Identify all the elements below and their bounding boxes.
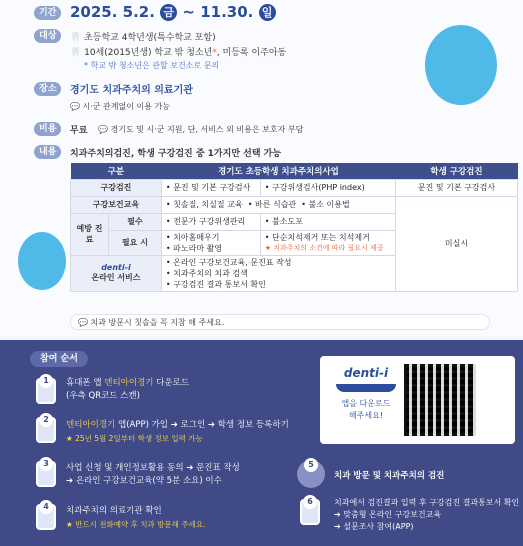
step-text: 다운로드: [153, 378, 190, 388]
step-text: 치과주치의 의료기관 확인: [66, 506, 162, 516]
period-start: 2025. 5.2.: [70, 3, 155, 21]
table-header-row: [71, 163, 518, 179]
table-cell: [260, 230, 395, 255]
period-end: ~ 11.30.: [182, 3, 254, 21]
step-number: 2: [39, 413, 53, 427]
table-cell-na: 미실시: [396, 196, 518, 291]
chat-icon: 💬: [78, 318, 88, 327]
step-4: [66, 505, 205, 532]
target-label: 대상: [34, 29, 61, 43]
step-text: 사업 신청 및 개인정보활용 동의 ➔ 문진표 작성: [66, 463, 240, 473]
cost-label: 비용: [34, 122, 61, 136]
cost-sub-text: 경기도 및 시·군 지원, 단, 서비스 외 비용은 보호자 부담: [110, 125, 304, 134]
step-number: 4: [39, 500, 53, 514]
qr-code-pattern: [404, 364, 476, 436]
step-highlight: 덴티아이경기: [66, 420, 116, 430]
target-line-2: [70, 45, 286, 58]
place-value: 경기도 치과주치의 의료기관: [70, 85, 193, 96]
step-text: 치과에서 검진결과 입력 후 구강검진 결과통보서 확인: [334, 498, 520, 507]
app-line-2: 해주세요!: [348, 411, 384, 420]
step-text: ➔ 설문조사 참여(APP): [334, 522, 414, 531]
visit-note-text: 치과 방문시 칫솔을 꼭 지참 해 주세요.: [90, 318, 225, 327]
row-label-text: 온라인 서비스: [91, 273, 141, 282]
step-text: 휴대폰 앱: [66, 378, 105, 388]
cell-item: • 단순치석제거 또는 치석제거: [265, 232, 391, 243]
service-table: [70, 163, 518, 292]
row-label: 필요 시: [109, 230, 162, 255]
cell-note: ★ 치과주치의 소견에 따라 필요시 제공: [264, 244, 384, 252]
target-text-2b: , 미등록 이주아동: [216, 48, 287, 58]
table-row: [71, 196, 518, 213]
place-label: 장소: [34, 82, 61, 96]
step-1: [66, 377, 189, 403]
cell-item: • 파노라마 촬영: [166, 243, 256, 254]
tooth-icon: 🦷: [70, 33, 82, 43]
cell-item: • 온라인 구강보건교육, 문진표 작성: [166, 257, 391, 268]
period-start-day: 금: [160, 4, 177, 21]
denti-i-logo: denti-i: [101, 263, 131, 272]
step-text: ➔ 맞춤형 온라인 구강보건교육: [334, 510, 442, 519]
target-line-1: [70, 30, 216, 43]
step-3: [66, 462, 240, 488]
place-sub: [70, 101, 170, 112]
target-star: *: [212, 48, 217, 58]
cost-value: 무료: [70, 126, 88, 136]
step-text: 앱(APP) 가입 ➔ 로그인 ➔ 학생 정보 등록하기: [115, 420, 289, 430]
content-value: 치과주치의검진, 학생 구강검진 중 1가지만 선택 가능: [70, 149, 282, 159]
row-label: [71, 255, 162, 291]
step-text: ➔ 온라인 구강보건교육(약 5분 소요) 이수: [66, 476, 222, 486]
table-cell: • 불소도포: [260, 213, 395, 230]
step-number: 1: [39, 374, 53, 388]
cell-item: • 치과주치의 치과 검색: [166, 268, 391, 279]
tooth-icon: 🦷: [70, 48, 82, 58]
step-2: [66, 419, 289, 446]
steps-title: 참여 순서: [30, 351, 88, 367]
table-cell: [161, 196, 395, 213]
step-note: ★ 25년 5월 2일부터 학생 정보 입력 가능: [66, 434, 203, 443]
table-cell: 문진 및 기본 구강검사: [396, 179, 518, 196]
cell-item: • 불소 이용법: [301, 200, 349, 209]
row-group-label: 예방 진료: [71, 213, 109, 255]
place-sub-text: 시·군 관계없이 이용 가능: [82, 102, 170, 111]
row-label: 필수: [109, 213, 162, 230]
step-note: ★ 반드시 전화예약 후 치과 방문해 주세요.: [66, 520, 206, 529]
cost-sub: [98, 124, 303, 135]
content-label: 내용: [34, 145, 61, 159]
table-header: 경기도 초등학생 치과주치의사업: [161, 163, 395, 179]
target-text-2a: 10세(2015년생) 학교 밖 청소년: [84, 48, 213, 58]
smile-icon: [336, 384, 396, 392]
step-text: (우측 QR코드 스캔): [66, 391, 140, 401]
row-label: 구강검진: [71, 179, 162, 196]
table-row: [71, 179, 518, 196]
cell-item: • 바른 식습관: [248, 200, 296, 209]
denti-i-logo: denti-i: [343, 366, 389, 380]
mascot-tooth-character-small: [18, 232, 66, 290]
table-cell: • 전문가 구강위생관리: [161, 213, 260, 230]
step-number: 3: [39, 457, 53, 471]
step-number: 5: [304, 458, 318, 472]
table-cell: • 구강위생검사(PHP index): [260, 179, 395, 196]
target-note: * 학교 밖 청소년은 관할 보건소로 문의: [84, 61, 220, 70]
visit-note: [78, 317, 224, 328]
table-cell: [161, 255, 395, 291]
step-highlight: 덴티아이경기: [104, 378, 154, 388]
app-download-text: [328, 398, 404, 422]
target-text-1: 초등학교 4학년생(특수학교 포함): [84, 33, 216, 43]
mascot-tooth-character: [425, 25, 497, 105]
table-header: 학생 구강검진: [396, 163, 518, 179]
app-line-1: 앱을 다운로드: [341, 399, 391, 408]
chat-icon: 💬: [98, 125, 108, 134]
period-label: 기간: [34, 6, 61, 20]
cell-item: • 치아홈메우기: [166, 232, 256, 243]
step-5: 치과 방문 및 치과주치의 검진: [334, 471, 445, 481]
period-date: [70, 3, 276, 21]
step-6: [334, 497, 519, 533]
table-cell: • 문진 및 기본 구강검사: [161, 179, 260, 196]
cell-item: • 구강검진 결과 통보서 확인: [166, 279, 391, 290]
table-cell: [161, 230, 260, 255]
period-end-day: 일: [259, 4, 276, 21]
row-label: 구강보건교육: [71, 196, 162, 213]
cell-item: • 칫솔질, 치실질 교육: [166, 200, 243, 209]
table-header: 구분: [71, 163, 162, 179]
step-number: 6: [303, 495, 317, 509]
chat-icon: 💬: [70, 102, 80, 111]
